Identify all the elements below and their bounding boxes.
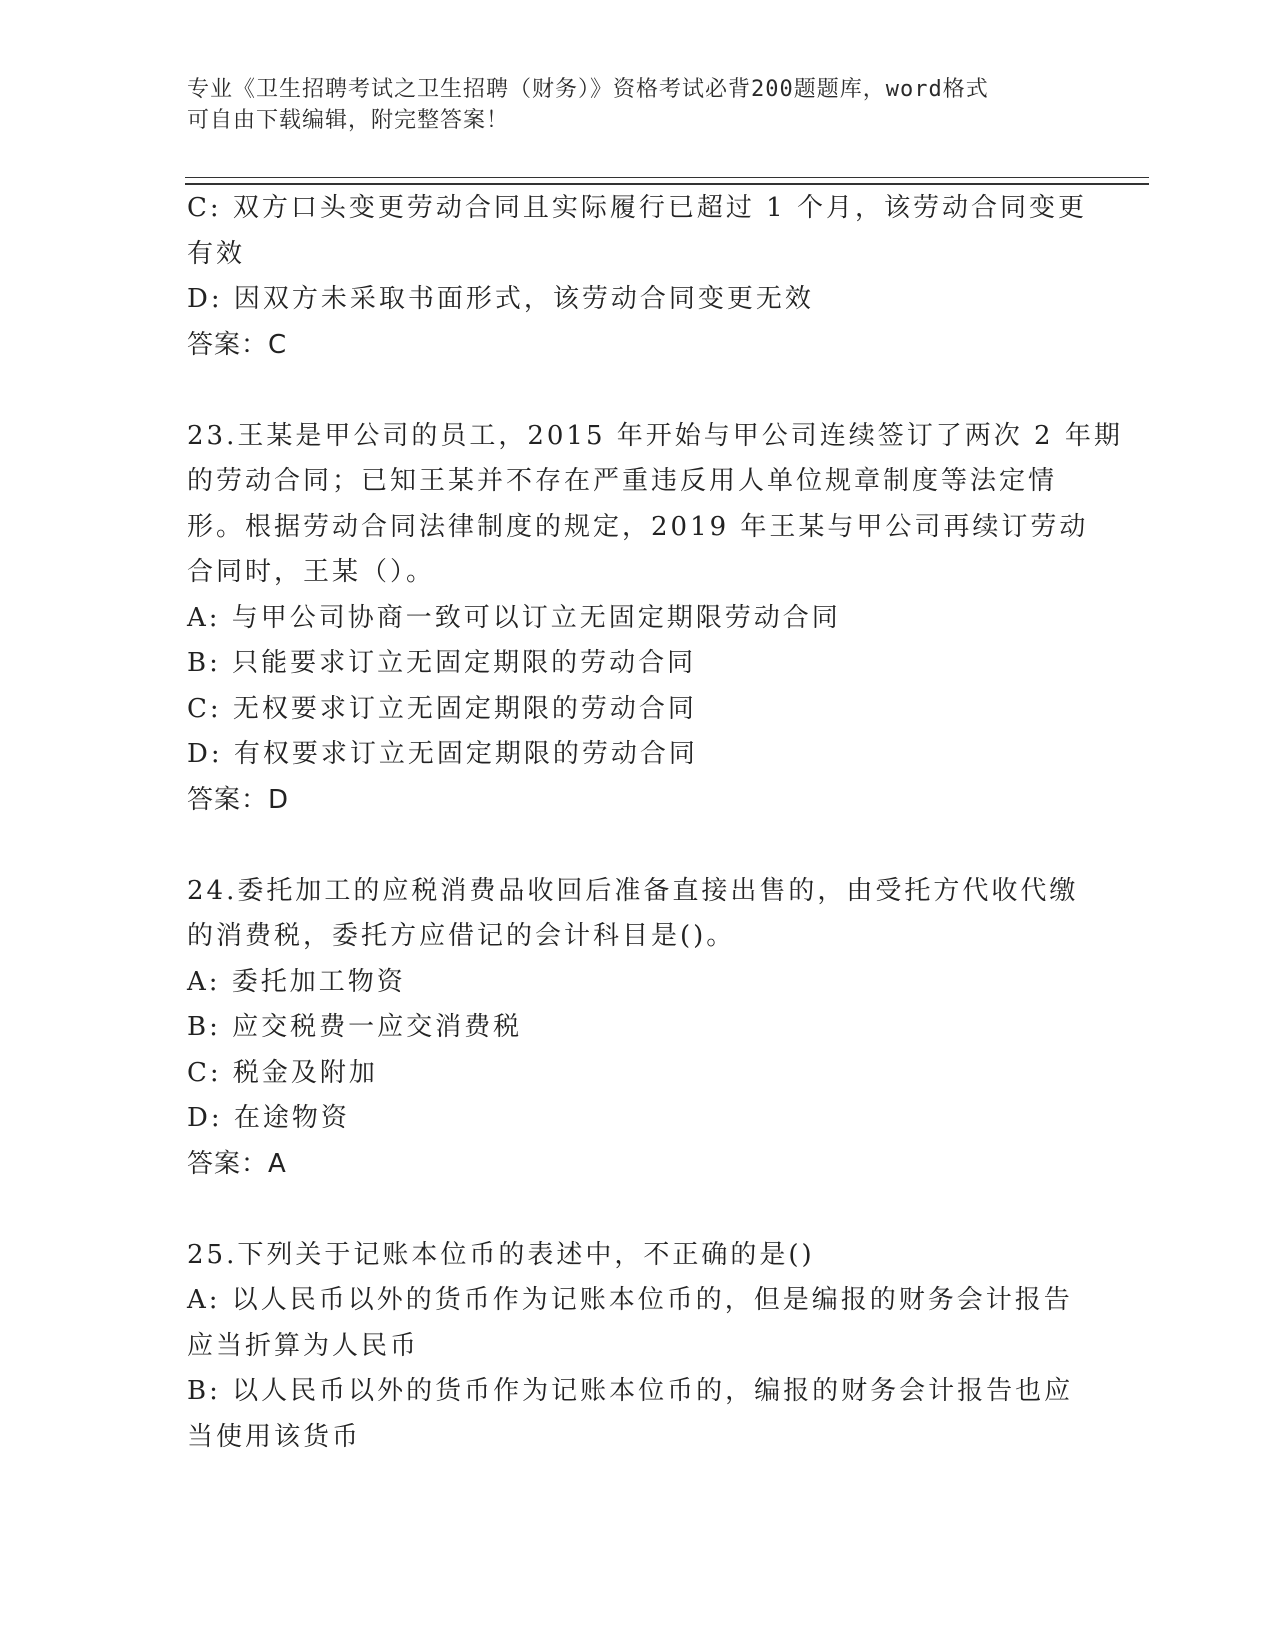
question-stem-line: 的消费税，委托方应借记的会计科目是()。 — [187, 921, 736, 951]
option-c: C: 税金及附加 — [187, 1057, 378, 1088]
document-body — [187, 186, 1123, 1460]
question-stem-line: 25.下列关于记账本位币的表述中，不正确的是() — [187, 1239, 815, 1270]
question-stem-line: 24.委托加工的应税消费品收回后准备直接出售的，由受托方代收代缴 — [187, 875, 1079, 906]
document-header — [187, 74, 1087, 136]
option-b-line: 当使用该货币 — [187, 1421, 362, 1452]
option-a-line: 应当折算为人民币 — [187, 1330, 420, 1361]
question-22-tail — [187, 186, 1087, 368]
question-23 — [187, 414, 1123, 824]
option-b: B: 只能要求订立无固定期限的劳动合同 — [187, 648, 697, 678]
spacer — [187, 823, 1087, 869]
question-stem-line: 形。根据劳动合同法律制度的规定，2019 年王某与甲公司再续订劳动 — [187, 511, 1089, 542]
option-d: D: 在途物资 — [187, 1103, 350, 1133]
option-b: B: 应交税费一应交消费税 — [187, 1012, 523, 1042]
answer: 答案：A — [187, 1148, 287, 1179]
option-c-line: 有效 — [187, 238, 246, 269]
option-b-line: B: 以人民币以外的货币作为记账本位币的，编报的财务会计报告也应 — [187, 1376, 1074, 1406]
header-divider-thin — [185, 177, 1149, 178]
option-c-line: C: 双方口头变更劳动合同且实际履行已超过 1 个月，该劳动合同变更 — [187, 193, 1087, 223]
question-stem-line: 23.王某是甲公司的员工，2015 年开始与甲公司连续签订了两次 2 年期 — [187, 420, 1123, 451]
option-c: C: 无权要求订立无固定期限的劳动合同 — [187, 693, 697, 724]
option-a: A: 与甲公司协商一致可以订立无固定期限劳动合同 — [187, 602, 841, 633]
spacer — [187, 1187, 1087, 1233]
header-line-2: 可自由下载编辑，附完整答案！ — [187, 108, 510, 133]
question-stem-line: 合同时，王某（）。 — [187, 557, 436, 587]
header-divider-thick — [185, 183, 1149, 185]
option-a: A: 委托加工物资 — [187, 966, 406, 997]
spacer — [187, 368, 1087, 414]
question-25 — [187, 1233, 1087, 1461]
question-stem-line: 的劳动合同；已知王某并不存在严重违反用人单位规章制度等法定情 — [187, 466, 1058, 496]
option-a-line: A: 以人民币以外的货币作为记账本位币的，但是编报的财务会计报告 — [187, 1285, 1073, 1315]
answer: 答案：D — [187, 784, 290, 815]
option-d: D: 因双方未采取书面形式，该劳动合同变更无效 — [187, 284, 814, 314]
question-24 — [187, 869, 1087, 1188]
header-line-1: 专业《卫生招聘考试之卫生招聘（财务）》资格考试必背200题题库，word格式 — [187, 77, 989, 102]
answer: 答案：C — [187, 329, 288, 360]
option-d: D: 有权要求订立无固定期限的劳动合同 — [187, 739, 698, 769]
